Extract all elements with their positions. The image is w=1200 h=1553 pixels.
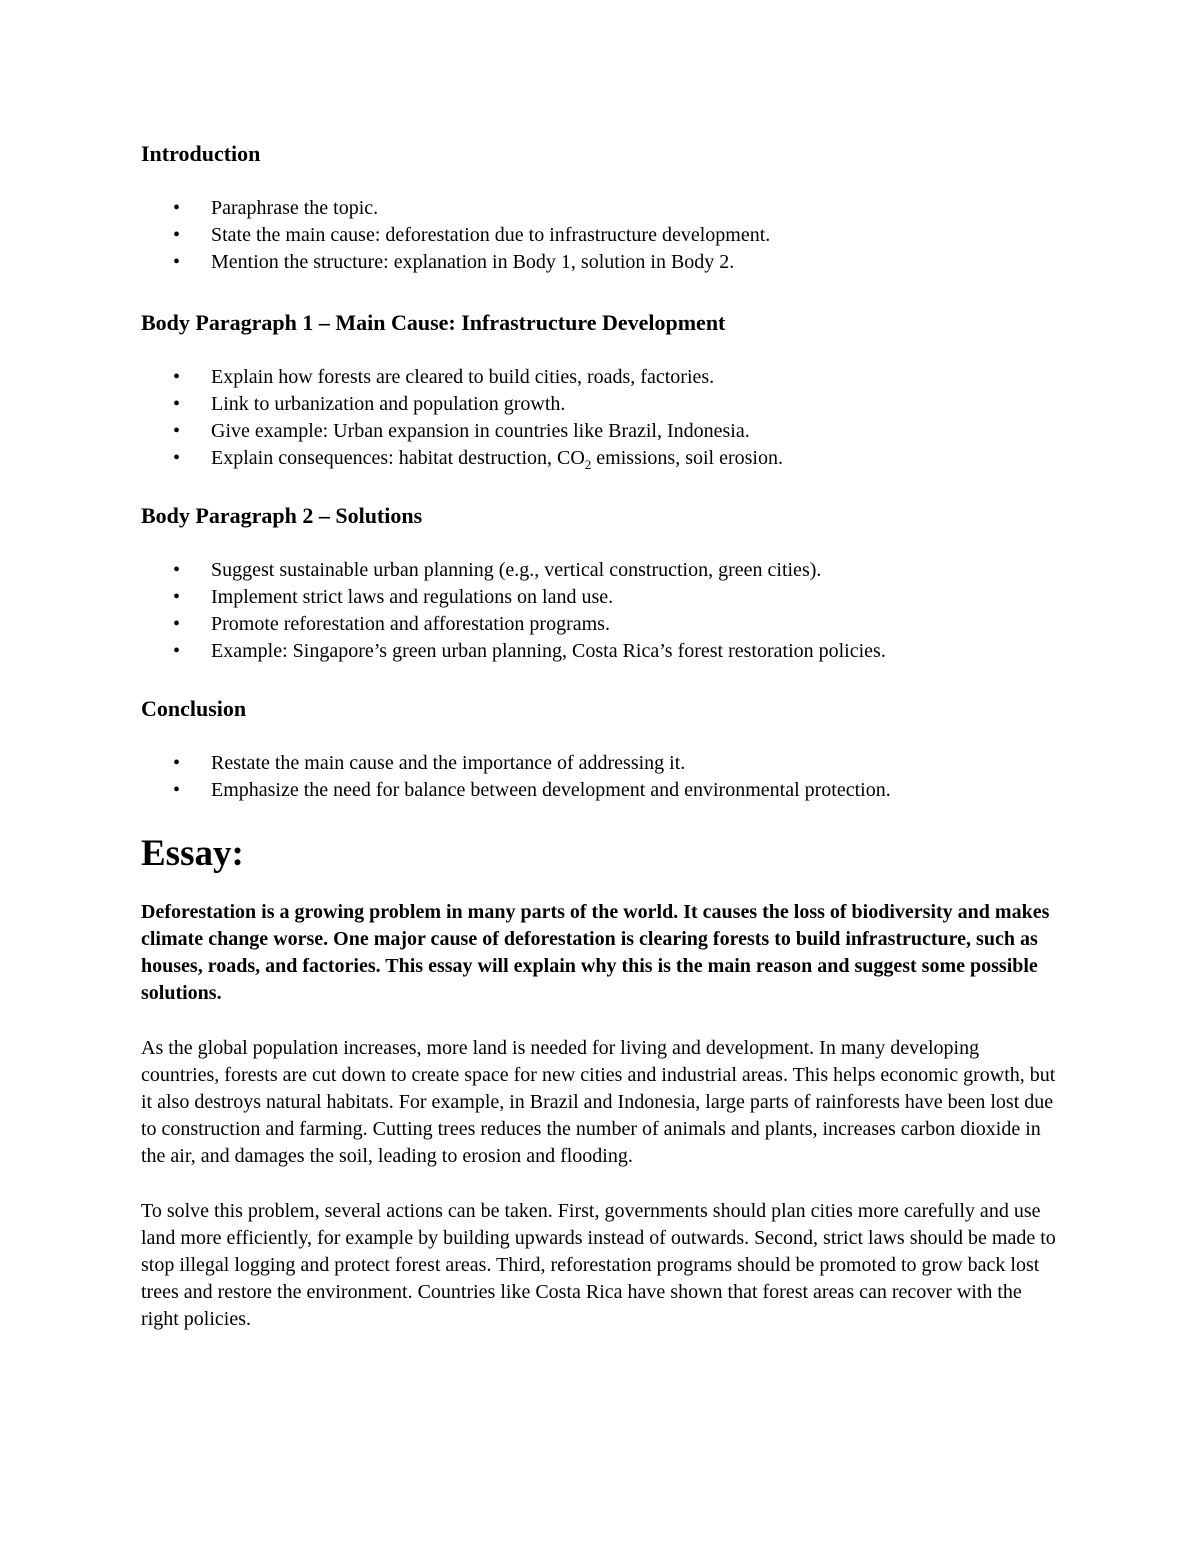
list-item <box>141 445 1061 472</box>
body-paragraph-2-bullet-list <box>141 557 1061 665</box>
essay-body-paragraph-1: As the global population increases, more land is needed for living and development. In many developing countries, forests are cut down to create space for new cities and industrial areas. This helps economic growth, but it also destroys natural habitats. For example, in Brazil and Indonesia, large parts of rainforests have been lost due to construction and farming. Cutting trees reduces the number of animals and plants, increases carbon dioxide in the air, and damages the soil, leading to erosion and flooding. <box>141 1037 1056 1167</box>
bullet-text: Link to urbanization and population growth. <box>211 393 566 415</box>
bullet-icon: • <box>173 586 181 608</box>
bullet-text: Emphasize the need for balance between development and environmental protection. <box>211 779 891 801</box>
bullet-icon: • <box>173 420 181 442</box>
essay-body-paragraph-2: To solve this problem, several actions can be taken. First, governments should plan cities more carefully and use land more efficiently, for example by building upwards instead of outwards. Second, strict laws should be made to stop illegal logging and protect forest areas. Third, reforestation programs should be promoted to grow back lost trees and restore the environment. Countries like Costa Rica have shown that forest areas can recover with the right policies. <box>141 1200 1056 1330</box>
list-item <box>141 364 1061 391</box>
bullet-icon: • <box>173 752 181 774</box>
introduction-bullet-list <box>141 195 1061 276</box>
bullet-text: Promote reforestation and afforestation programs. <box>211 613 610 635</box>
co2-subscript: 2 <box>584 457 592 472</box>
list-item <box>141 391 1061 418</box>
bullet-icon: • <box>173 559 181 581</box>
bullet-text-before-subscript: Explain consequences: habitat destruction, CO <box>211 447 585 469</box>
body-paragraph-1-bullet-list <box>141 364 1061 472</box>
bullet-icon: • <box>173 640 181 662</box>
bullet-icon: • <box>173 447 181 469</box>
list-item <box>141 584 1061 611</box>
essay-intro-paragraph: Deforestation is a growing problem in many parts of the world. It causes the loss of biodiversity and makes climate change worse. One major cause of deforestation is clearing forests to build infrastructure, such as houses, roads, and factories. This essay will explain why this is the main reason and suggest some possible solutions. <box>141 901 1050 1004</box>
introduction-heading: Introduction <box>141 141 261 166</box>
conclusion-bullet-list <box>141 750 1061 804</box>
bullet-text: Suggest sustainable urban planning (e.g., vertical construction, green cities). <box>211 559 822 581</box>
list-item <box>141 557 1061 584</box>
list-item <box>141 750 1061 777</box>
bullet-text: Mention the structure: explanation in Body 1, solution in Body 2. <box>211 251 735 273</box>
list-item <box>141 222 1061 249</box>
list-item <box>141 418 1061 445</box>
conclusion-heading: Conclusion <box>141 696 247 721</box>
bullet-text: Explain how forests are cleared to build cities, roads, factories. <box>211 366 715 388</box>
list-item <box>141 638 1061 665</box>
bullet-text-after-subscript: emissions, soil erosion. <box>591 447 783 469</box>
bullet-text: State the main cause: deforestation due to infrastructure development. <box>211 224 771 246</box>
bullet-icon: • <box>173 779 181 801</box>
bullet-text: Implement strict laws and regulations on land use. <box>211 586 614 608</box>
bullet-text: Restate the main cause and the importance of addressing it. <box>211 752 686 774</box>
body-paragraph-1-heading: Body Paragraph 1 – Main Cause: Infrastructure Development <box>141 310 726 335</box>
list-item <box>141 249 1061 276</box>
bullet-icon: • <box>173 224 181 246</box>
bullet-icon: • <box>173 366 181 388</box>
bullet-text: Paraphrase the topic. <box>211 197 379 219</box>
bullet-icon: • <box>173 197 181 219</box>
bullet-text: Give example: Urban expansion in countries like Brazil, Indonesia. <box>211 420 750 442</box>
list-item <box>141 195 1061 222</box>
list-item <box>141 611 1061 638</box>
essay-title: Essay: <box>141 833 244 874</box>
list-item <box>141 777 1061 804</box>
bullet-icon: • <box>173 251 181 273</box>
bullet-icon: • <box>173 393 181 415</box>
body-paragraph-2-heading: Body Paragraph 2 – Solutions <box>141 503 423 528</box>
bullet-text: Example: Singapore’s green urban planning, Costa Rica’s forest restoration policies. <box>211 640 886 662</box>
document-page <box>141 140 1061 1333</box>
bullet-icon: • <box>173 613 181 635</box>
